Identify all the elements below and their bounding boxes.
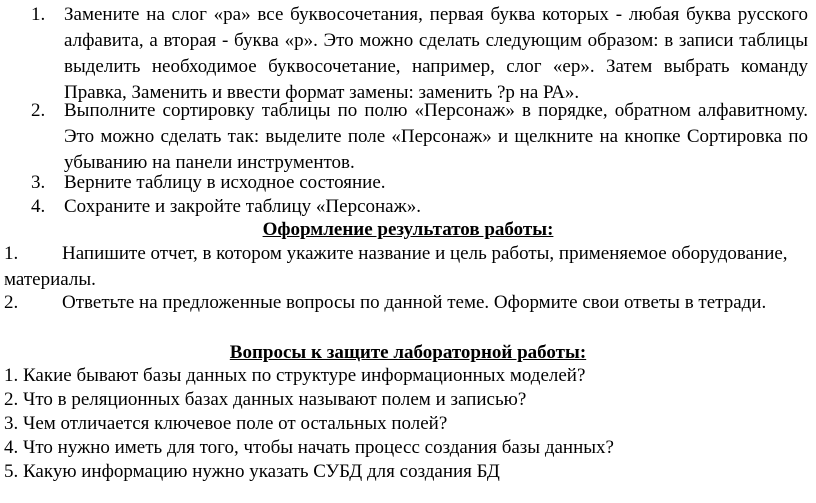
question-item-3: 3. Чем отличается ключевое поле от остальных полей? bbox=[4, 413, 448, 434]
step-number: 2. bbox=[31, 100, 46, 121]
question-item-2: 2. Что в реляционных базах данных называют полем и записью? bbox=[4, 389, 527, 410]
results-item-number: 1. bbox=[4, 243, 19, 264]
questions-heading: Вопросы к защите лабораторной работы: bbox=[229, 342, 587, 363]
step-number: 3. bbox=[31, 172, 46, 193]
question-item-5: 5. Какую информацию нужно указать СУБД для создания БД bbox=[4, 461, 500, 482]
step-text: Выполните сортировку таблицы по полю «Персонаж» в порядке, обратном алфавитному. Это можно сделать так: выделите поле «Персонаж» и щелкните на кнопке Сортировка по убыванию на панели инструментов. bbox=[64, 100, 808, 173]
results-item-number: 2. bbox=[4, 292, 19, 313]
results-item-text: Напишите отчет, в котором укажите название и цель работы, применяемое оборудование, материалы. bbox=[4, 243, 788, 290]
step-text: Сохраните и закройте таблицу «Персонаж». bbox=[64, 196, 421, 217]
results-item-text: Ответьте на предложенные вопросы по данной теме. Оформите свои ответы в тетради. bbox=[62, 292, 767, 313]
step-number: 1. bbox=[31, 4, 46, 25]
step-text: Верните таблицу в исходное состояние. bbox=[64, 172, 386, 193]
results-heading: Оформление результатов работы: bbox=[262, 219, 554, 240]
step-text: Замените на слог «ра» все буквосочетания, первая буква которых - любая буква русского алфавита, а вторая - буква «р». Это можно сделать следующим образом: в записи таблицы выделить необходимое буквосочетание, например, слог «ер». Затем выбрать команду Правка, Заменить и ввести формат замены: заменить ?р на РА». bbox=[64, 4, 808, 103]
step-number: 4. bbox=[31, 196, 46, 217]
question-item-1: 1. Какие бывают базы данных по структуре информационных моделей? bbox=[4, 365, 586, 386]
question-item-4: 4. Что нужно иметь для того, чтобы начать процесс создания базы данных? bbox=[4, 437, 614, 458]
